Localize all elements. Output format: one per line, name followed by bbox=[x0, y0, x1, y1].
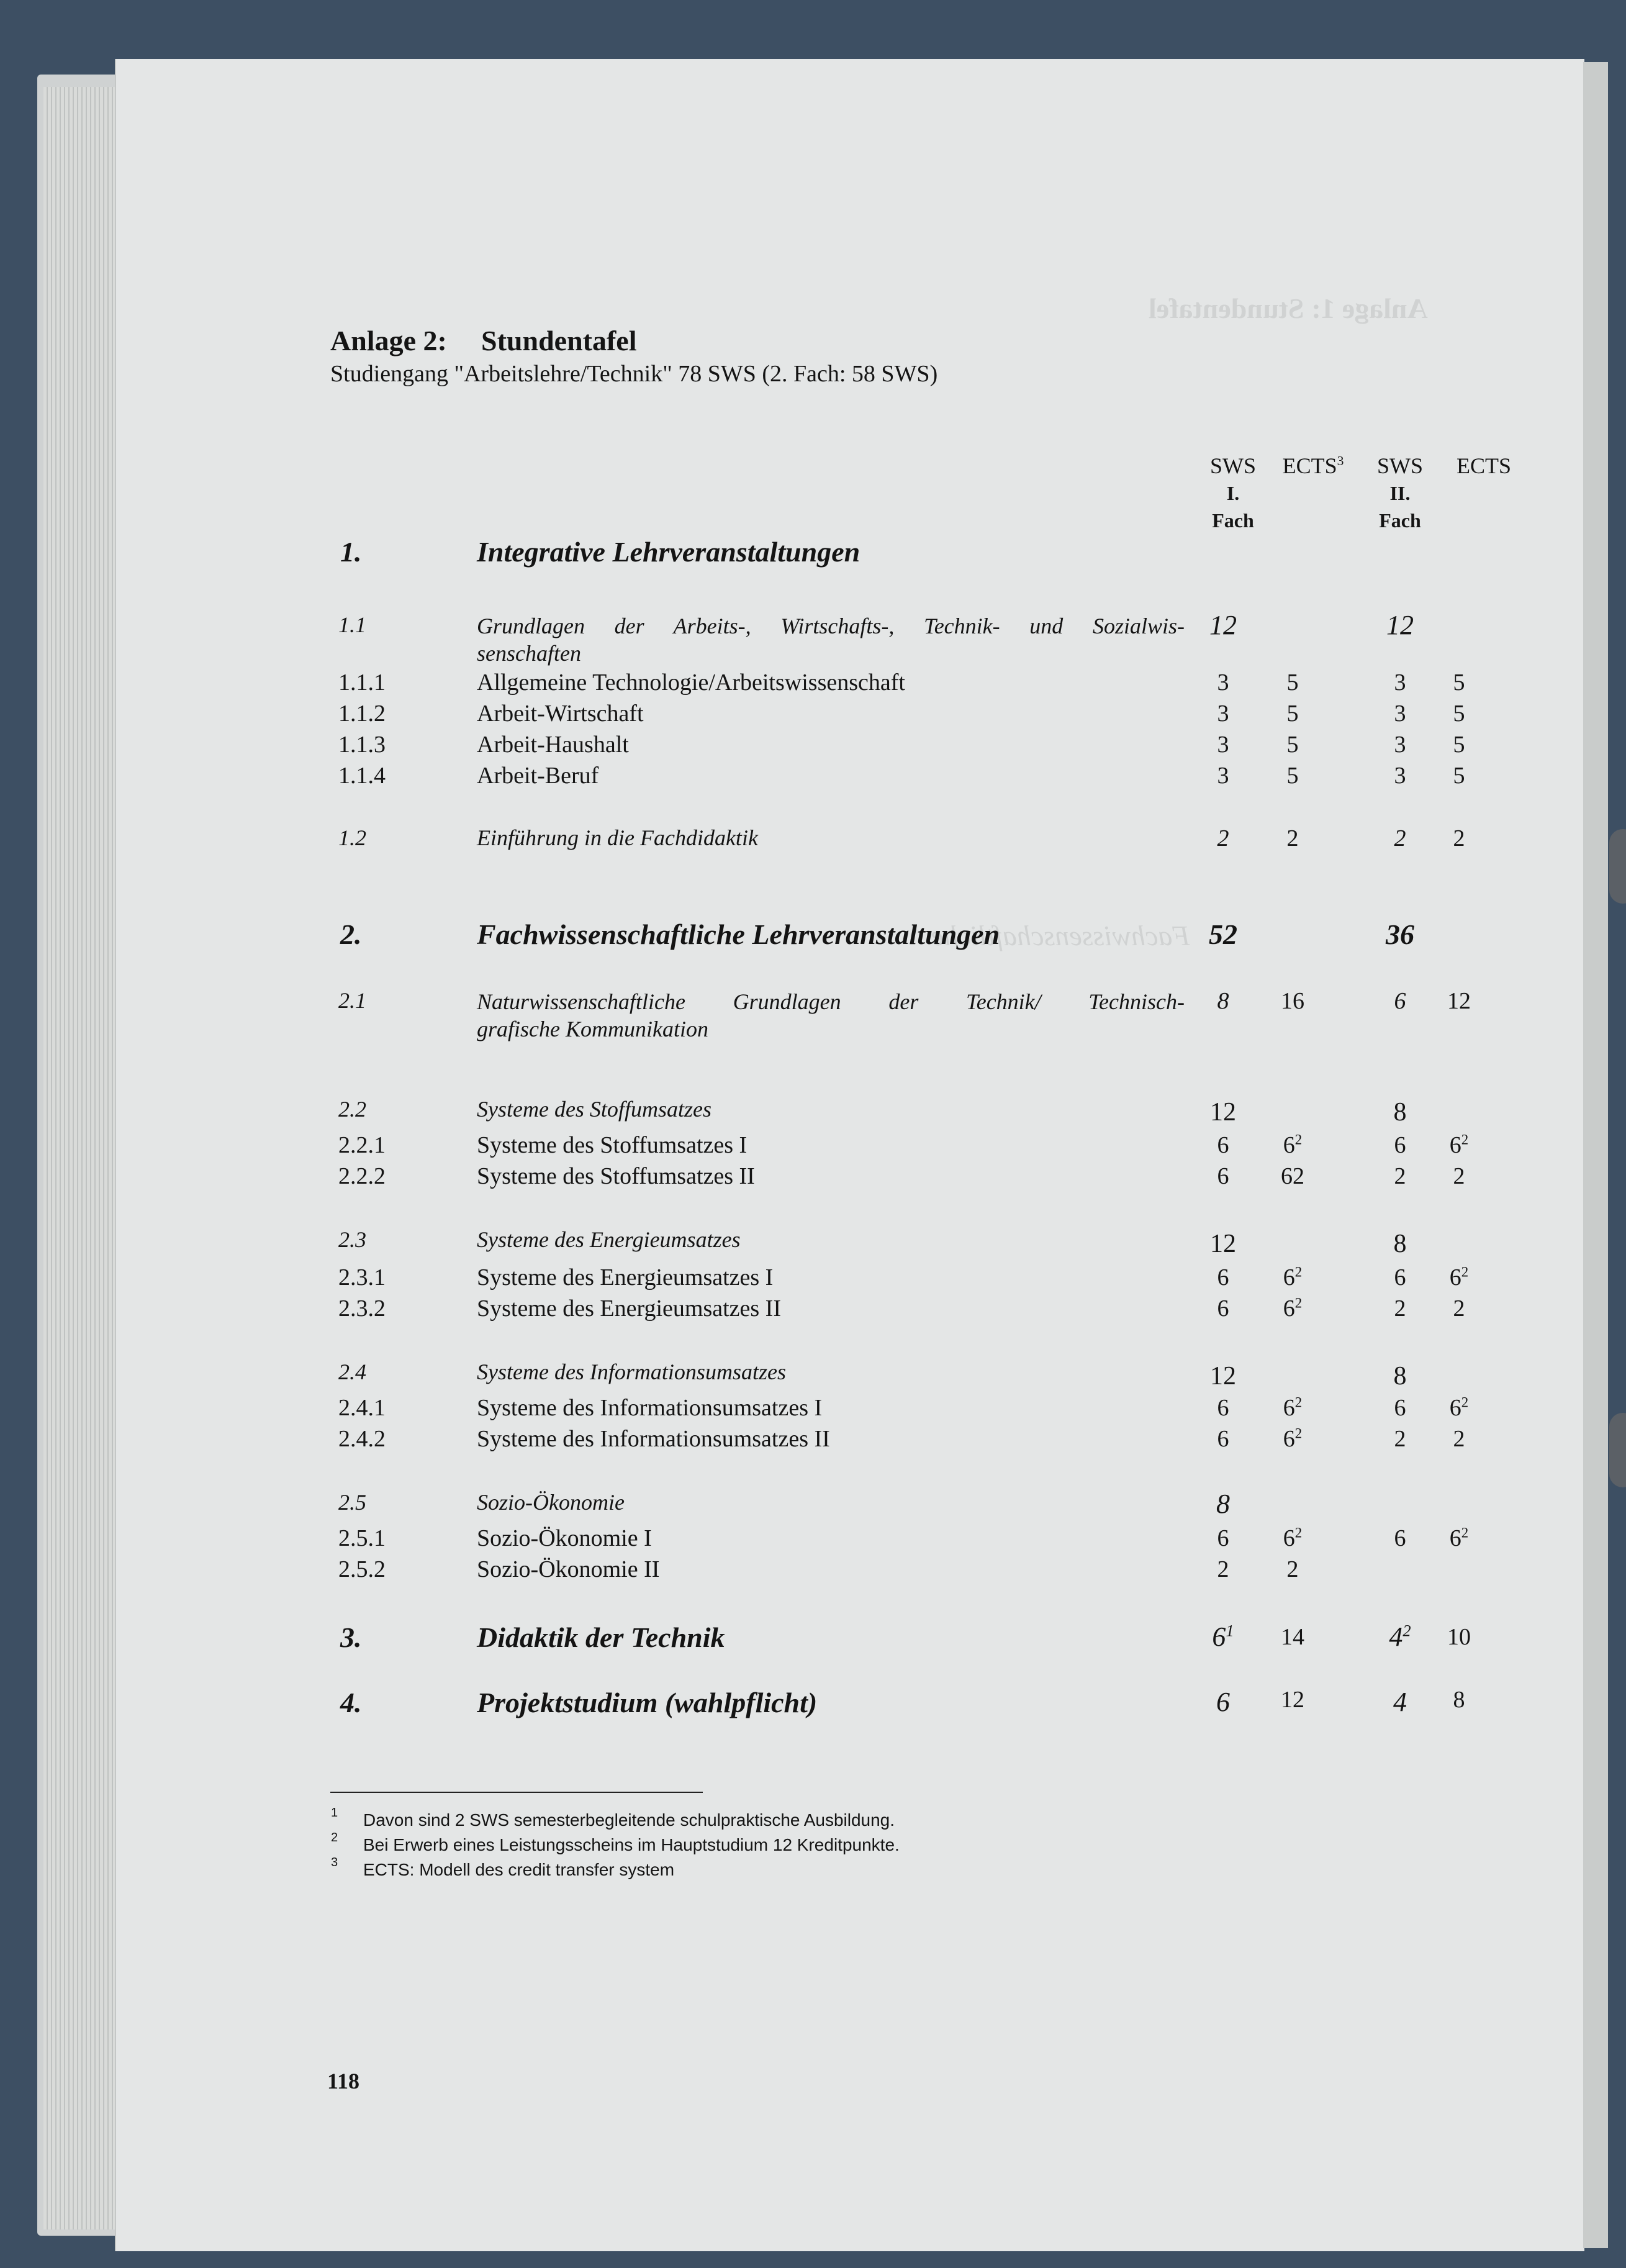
page-subtitle: Studiengang "Arbeitslehre/Technik" 78 SWS (2. Fach: 58 SWS) bbox=[330, 361, 938, 387]
show-through-decoration: Fachwissenschaftliche bbox=[931, 920, 1190, 951]
ects-2-value: 10 bbox=[1447, 1624, 1471, 1650]
sws-1-value: 12 bbox=[1210, 1098, 1236, 1127]
row-number: 2.4.1 bbox=[338, 1395, 386, 1421]
row-title: Systeme des Informationsumsatzes II bbox=[477, 1426, 830, 1452]
ects-2-value: 5 bbox=[1453, 732, 1465, 758]
ects-1-value: 2 bbox=[1286, 1556, 1299, 1582]
row-number: 2.5.1 bbox=[338, 1525, 386, 1551]
row-title: Arbeit-Beruf bbox=[477, 763, 599, 789]
row-title: Systeme des Stoffumsatzes I bbox=[477, 1132, 748, 1158]
row-title: Arbeit-Wirtschaft bbox=[477, 701, 644, 727]
row-title: Systeme des Stoffumsatzes bbox=[477, 1097, 711, 1122]
table-row-2-4 bbox=[0, 1359, 1626, 1390]
col-header-ects-2: ECTS bbox=[1456, 453, 1511, 478]
col-header-sws-1: SWS bbox=[1209, 453, 1257, 478]
row-title: Arbeit-Haushalt bbox=[477, 732, 629, 758]
table-row-1-1-3 bbox=[0, 731, 1626, 762]
row-number: 2.1 bbox=[338, 988, 366, 1013]
row-number: 2.5 bbox=[338, 1490, 366, 1515]
ects-1-value: $6^2$ bbox=[1283, 1295, 1303, 1322]
table-row-1-2 bbox=[0, 825, 1626, 856]
ects-1-value: 62 bbox=[1281, 1163, 1304, 1189]
row-title: Sozio-Ökonomie I bbox=[477, 1525, 652, 1551]
row-number: 2.4 bbox=[338, 1359, 366, 1384]
sws-2-value: $4^2$ bbox=[1389, 1621, 1411, 1652]
footnote-2: Bei Erwerb eines Leistungsscheins im Hauptstudium 12 Kreditpunkte. bbox=[363, 1835, 900, 1854]
sws-1-value: 6 bbox=[1216, 1687, 1230, 1717]
ects-1-value: 5 bbox=[1286, 732, 1299, 758]
footnote-mark-3: 3 bbox=[331, 1856, 338, 1869]
page-title: Stundentafel bbox=[481, 325, 637, 356]
sws-2-value: 3 bbox=[1394, 732, 1406, 758]
row-number: 2.3 bbox=[338, 1227, 366, 1252]
row-number: 2.3.2 bbox=[338, 1295, 386, 1322]
ects-2-value: 5 bbox=[1453, 701, 1465, 727]
sws-1-value: 6 bbox=[1217, 1525, 1229, 1551]
footnote-mark-1: 1 bbox=[331, 1806, 338, 1820]
table-row-2-3-1 bbox=[0, 1264, 1626, 1295]
ects-1-value: $6^2$ bbox=[1283, 1264, 1303, 1290]
sws-1-value: 12 bbox=[1210, 1362, 1236, 1390]
anlage-label: Anlage 2: bbox=[330, 325, 447, 356]
row-title: Didaktik der Technik bbox=[477, 1622, 725, 1653]
row-title: Einführung in die Fachdidaktik bbox=[477, 825, 758, 850]
sws-2-value: 4 bbox=[1393, 1687, 1407, 1717]
table-row-2-5-1 bbox=[0, 1525, 1626, 1556]
ects-1-value: $6^2$ bbox=[1283, 1394, 1303, 1421]
table-row-section-1 bbox=[0, 535, 1626, 566]
row-title: Projektstudium (wahlpflicht) bbox=[477, 1687, 818, 1718]
row-title: Naturwissenschaftliche Grundlagen der Technik/ Technisch- bbox=[477, 989, 1185, 1014]
row-title: Systeme des Informationsumsatzes bbox=[477, 1359, 786, 1384]
sws-2-value: 8 bbox=[1393, 1362, 1407, 1390]
footnote-mark-2: 2 bbox=[331, 1831, 338, 1844]
table-row-2-5 bbox=[0, 1489, 1626, 1520]
row-number: 2.4.2 bbox=[338, 1426, 386, 1452]
col-header-sws-1-sub1: I. bbox=[1226, 482, 1240, 504]
ects-1-value: $6^2$ bbox=[1283, 1425, 1303, 1452]
col-header-ects-1: ECTS$^3$ bbox=[1282, 453, 1344, 478]
sws-1-value: 12 bbox=[1209, 610, 1237, 640]
sws-1-value: 6 bbox=[1217, 1295, 1229, 1322]
sws-2-value: 8 bbox=[1393, 1230, 1407, 1258]
row-title: Sozio-Ökonomie bbox=[477, 1490, 625, 1515]
footnote-separator bbox=[330, 1792, 703, 1793]
row-number: 1.1.1 bbox=[338, 669, 386, 696]
sws-2-value: 2 bbox=[1394, 1163, 1406, 1189]
table-row-2-3-2 bbox=[0, 1295, 1626, 1326]
table-row-1-1-2 bbox=[0, 700, 1626, 731]
row-title-continuation: grafische Kommunikation bbox=[477, 1017, 708, 1041]
sws-2-value: 2 bbox=[1394, 1426, 1406, 1452]
sws-1-value: 3 bbox=[1217, 763, 1229, 789]
table-row-1-1-1 bbox=[0, 669, 1626, 700]
table-row-section-4 bbox=[0, 1686, 1626, 1717]
sws-1-value: 6 bbox=[1217, 1264, 1229, 1290]
row-number: 4. bbox=[340, 1687, 362, 1718]
col-header-sws-2: SWS bbox=[1376, 453, 1424, 478]
ects-2-value: $6^2$ bbox=[1449, 1132, 1469, 1158]
ects-2-value: 8 bbox=[1453, 1687, 1465, 1713]
sws-1-value: $6^1$ bbox=[1212, 1621, 1234, 1652]
sws-1-value: 3 bbox=[1217, 701, 1229, 727]
table-row-2-2 bbox=[0, 1096, 1626, 1127]
row-number: 2.5.2 bbox=[338, 1556, 386, 1582]
sws-1-value: 6 bbox=[1217, 1426, 1229, 1452]
row-title: Allgemeine Technologie/Arbeitswissenschaft bbox=[477, 669, 905, 696]
table-row-2-2-1 bbox=[0, 1132, 1626, 1163]
ects-2-value: $6^2$ bbox=[1449, 1394, 1469, 1421]
table-row-2-2-2 bbox=[0, 1163, 1626, 1194]
row-number: 1.1.4 bbox=[338, 763, 386, 789]
table-row-1-1 bbox=[0, 612, 1626, 668]
row-number: 1.2 bbox=[338, 825, 366, 850]
sws-1-value: 3 bbox=[1217, 732, 1229, 758]
row-number: 3. bbox=[340, 1622, 362, 1653]
table-row-2-1 bbox=[0, 987, 1626, 1045]
sws-1-value: 6 bbox=[1217, 1163, 1229, 1189]
ects-1-value: 5 bbox=[1286, 669, 1299, 696]
sws-2-value: 2 bbox=[1394, 1295, 1406, 1322]
ects-2-value: 2 bbox=[1453, 1163, 1465, 1189]
ects-2-value: 2 bbox=[1453, 1295, 1465, 1322]
row-number: 1.1 bbox=[338, 612, 366, 637]
row-title: Systeme des Stoffumsatzes II bbox=[477, 1163, 755, 1189]
table-row-2-4-1 bbox=[0, 1394, 1626, 1425]
col-header-sws-1-sub2: Fach bbox=[1212, 509, 1254, 532]
row-number: 1.1.2 bbox=[338, 701, 386, 727]
row-title: Sozio-Ökonomie II bbox=[477, 1556, 660, 1582]
col-header-sws-2-sub1: II. bbox=[1389, 482, 1411, 504]
ects-1-value: 12 bbox=[1281, 1687, 1304, 1713]
sws-1-value: 8 bbox=[1217, 988, 1229, 1014]
table-row-1-1-4 bbox=[0, 762, 1626, 793]
sws-2-value: 8 bbox=[1393, 1098, 1407, 1127]
row-title: Integrative Lehrveranstaltungen bbox=[477, 536, 860, 568]
show-through-decoration: Anlage 1: Stundentafel bbox=[1149, 293, 1428, 324]
ects-2-value: $6^2$ bbox=[1449, 1525, 1469, 1551]
ects-1-value: 16 bbox=[1281, 988, 1304, 1014]
table-row-2-5-2 bbox=[0, 1556, 1626, 1587]
ects-1-value: $6^2$ bbox=[1283, 1132, 1303, 1158]
sws-1-value: 8 bbox=[1216, 1489, 1230, 1519]
row-number: 2. bbox=[340, 919, 362, 950]
ects-1-value: 5 bbox=[1286, 763, 1299, 789]
sws-1-value: 2 bbox=[1217, 1556, 1229, 1582]
table-row-2-3 bbox=[0, 1227, 1626, 1258]
sws-1-value: 3 bbox=[1217, 669, 1229, 696]
ects-1-value: 14 bbox=[1281, 1624, 1304, 1650]
row-number: 2.2.1 bbox=[338, 1132, 386, 1158]
ects-2-value: $6^2$ bbox=[1449, 1264, 1469, 1290]
sws-2-value: 6 bbox=[1394, 1264, 1406, 1290]
ects-1-value: $6^2$ bbox=[1283, 1525, 1303, 1551]
sws-2-value: 3 bbox=[1394, 701, 1406, 727]
ects-2-value: 12 bbox=[1447, 988, 1471, 1014]
sws-2-value: 2 bbox=[1394, 825, 1406, 851]
page-number: 118 bbox=[327, 2069, 360, 2093]
ects-2-value: 2 bbox=[1453, 1426, 1465, 1452]
row-title: Systeme des Informationsumsatzes I bbox=[477, 1395, 823, 1421]
row-title: Systeme des Energieumsatzes II bbox=[477, 1295, 781, 1322]
ects-2-value: 5 bbox=[1453, 669, 1465, 696]
row-title-continuation: senschaften bbox=[477, 641, 581, 666]
row-title: Systeme des Energieumsatzes I bbox=[477, 1264, 774, 1290]
row-number: 2.3.1 bbox=[338, 1264, 386, 1290]
sws-2-value: 6 bbox=[1394, 988, 1406, 1014]
row-number: 1. bbox=[340, 536, 362, 568]
row-title: Grundlagen der Arbeits-, Wirtschafts-, Technik- und Sozialwis- bbox=[477, 614, 1185, 638]
sws-2-value: 36 bbox=[1386, 919, 1414, 950]
ects-2-value: 5 bbox=[1453, 763, 1465, 789]
table-row-section-2 bbox=[0, 918, 1626, 949]
sws-2-value: 6 bbox=[1394, 1525, 1406, 1551]
sws-2-value: 12 bbox=[1386, 610, 1414, 640]
row-number: 2.2.2 bbox=[338, 1163, 386, 1189]
row-title: Systeme des Energieumsatzes bbox=[477, 1227, 741, 1252]
table-row-section-3 bbox=[0, 1621, 1626, 1652]
sws-2-value: 3 bbox=[1394, 669, 1406, 696]
sws-1-value: 2 bbox=[1217, 825, 1229, 851]
table-row-2-4-2 bbox=[0, 1425, 1626, 1456]
row-title: Fachwissenschaftliche Lehrveranstaltungen bbox=[477, 919, 1000, 950]
row-number: 2.2 bbox=[338, 1097, 366, 1122]
footnote-3: ECTS: Modell des credit transfer system bbox=[363, 1860, 675, 1879]
sws-1-value: 6 bbox=[1217, 1132, 1229, 1158]
sws-1-value: 12 bbox=[1210, 1230, 1236, 1258]
sws-1-value: 52 bbox=[1209, 919, 1237, 950]
sws-1-value: 6 bbox=[1217, 1395, 1229, 1421]
sws-2-value: 6 bbox=[1394, 1395, 1406, 1421]
ects-1-value: 2 bbox=[1286, 825, 1299, 851]
sws-2-value: 3 bbox=[1394, 763, 1406, 789]
footnote-1: Davon sind 2 SWS semesterbegleitende schulpraktische Ausbildung. bbox=[363, 1810, 895, 1830]
ects-1-value: 5 bbox=[1286, 701, 1299, 727]
ects-2-value: 2 bbox=[1453, 825, 1465, 851]
sws-2-value: 6 bbox=[1394, 1132, 1406, 1158]
col-header-sws-2-sub2: Fach bbox=[1379, 509, 1421, 532]
row-number: 1.1.3 bbox=[338, 732, 386, 758]
